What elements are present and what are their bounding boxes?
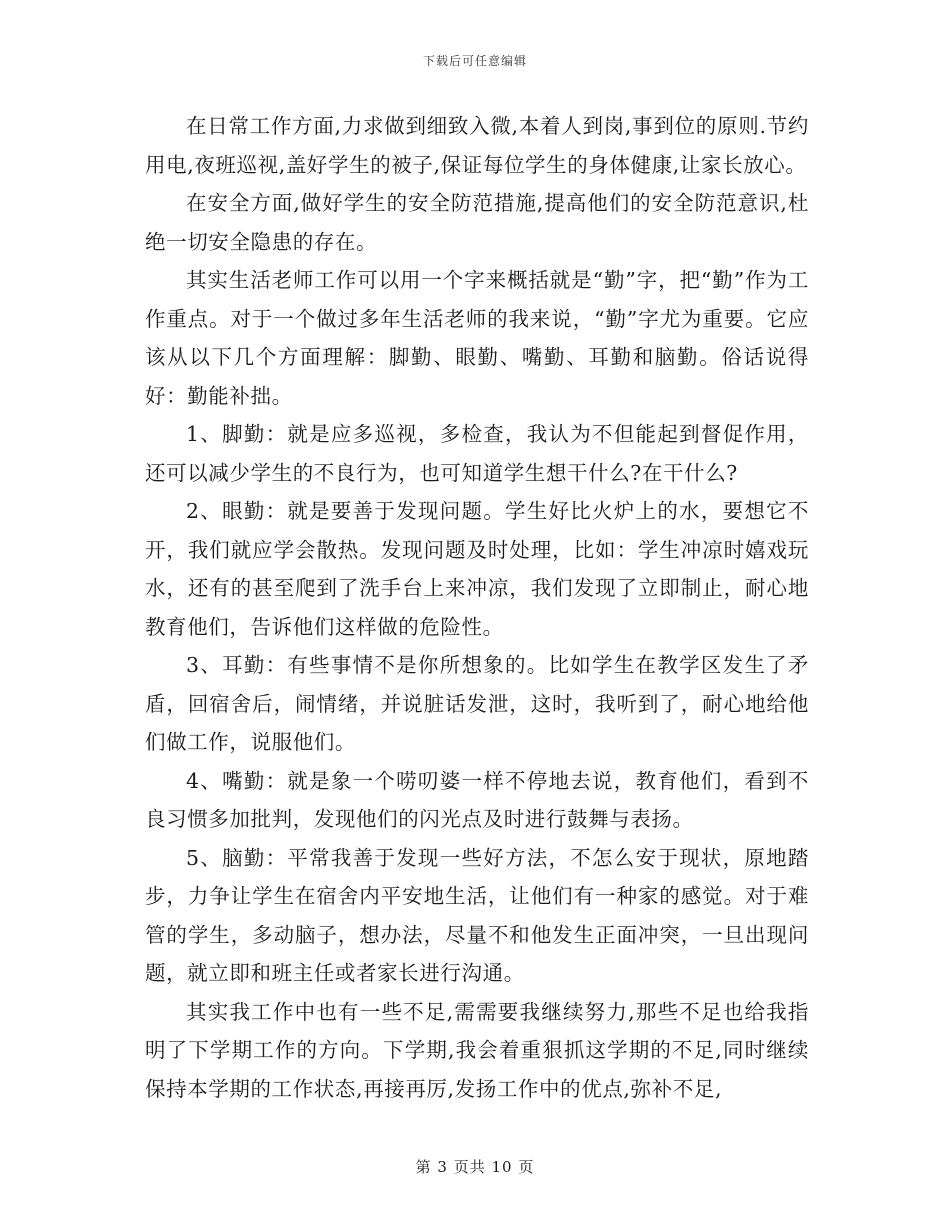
- paragraph-ear-diligence: 3、耳勤：有些事情不是你所想象的。比如学生在教学区发生了矛盾，回宿舍后，闹情绪，并说脏话发泄，这时，我听到了，耐心地给他们做工作，说服他们。: [145, 653, 809, 754]
- paragraph-daily-work: 在日常工作方面,力求做到细致入微,本着人到岗,事到位的原则.节约用电,夜班巡视,盖好学生的被子,保证每位学生的身体健康,让家长放心。: [145, 114, 809, 177]
- paragraph-eye-diligence: 2、眼勤：就是要善于发现问题。学生好比火炉上的水，要想它不开，我们就应学会散热。发现问题及时处理，比如：学生冲凉时嬉戏玩水，还有的甚至爬到了洗手台上来冲凉，我们发现了立即制止，耐心地教育他们，告诉他们这样做的危险性。: [145, 499, 809, 639]
- paragraph-brain-diligence: 5、脑勤：平常我善于发现一些好方法，不怎么安于现状，原地踏步，力争让学生在宿舍内平安地生活，让他们有一种家的感觉。对于难管的学生，多动脑子，想办法，尽量不和他发生正面冲突，一旦出现问题，就立即和班主任或者家长进行沟通。: [145, 845, 809, 985]
- paragraph-shortcomings: 其实我工作中也有一些不足,需需要我继续努力,那些不足也给我指明了下学期工作的方向。下学期,我会着重狠抓这学期的不足,同时继续保持本学期的工作状态,再接再厉,发扬工作中的优点,弥补不足,: [145, 999, 809, 1101]
- paragraph-foot-diligence: 1、脚勤：就是应多巡视，多检查，我认为不但能起到督促作用，还可以减少学生的不良行为，也可知道学生想干什么?在干什么?: [145, 422, 809, 485]
- page-number-footer: 第 3 页共 10 页: [415, 1158, 535, 1176]
- page-header: 下载后可任意编辑: [422, 54, 527, 68]
- document-body: [145, 107, 809, 1108]
- paragraph-safety: 在安全方面,做好学生的安全防范措施,提高他们的安全防范意识,杜绝一切安全隐患的存在。: [145, 191, 809, 254]
- paragraph-mouth-diligence: 4、嘴勤：就是象一个唠叨婆一样不停地去说，教育他们，看到不良习惯多加批判，发现他们的闪光点及时进行鼓舞与表扬。: [145, 768, 809, 831]
- paragraph-diligence-intro: 其实生活老师工作可以用一个字来概括就是“勤”字，把“勤”作为工作重点。对于一个做过多年生活老师的我来说，“勤”字尤为重要。它应该从以下几个方面理解：脚勤、眼勤、嘴勤、耳勤和脑勤。俗话说得好：勤能补拙。: [145, 268, 809, 408]
